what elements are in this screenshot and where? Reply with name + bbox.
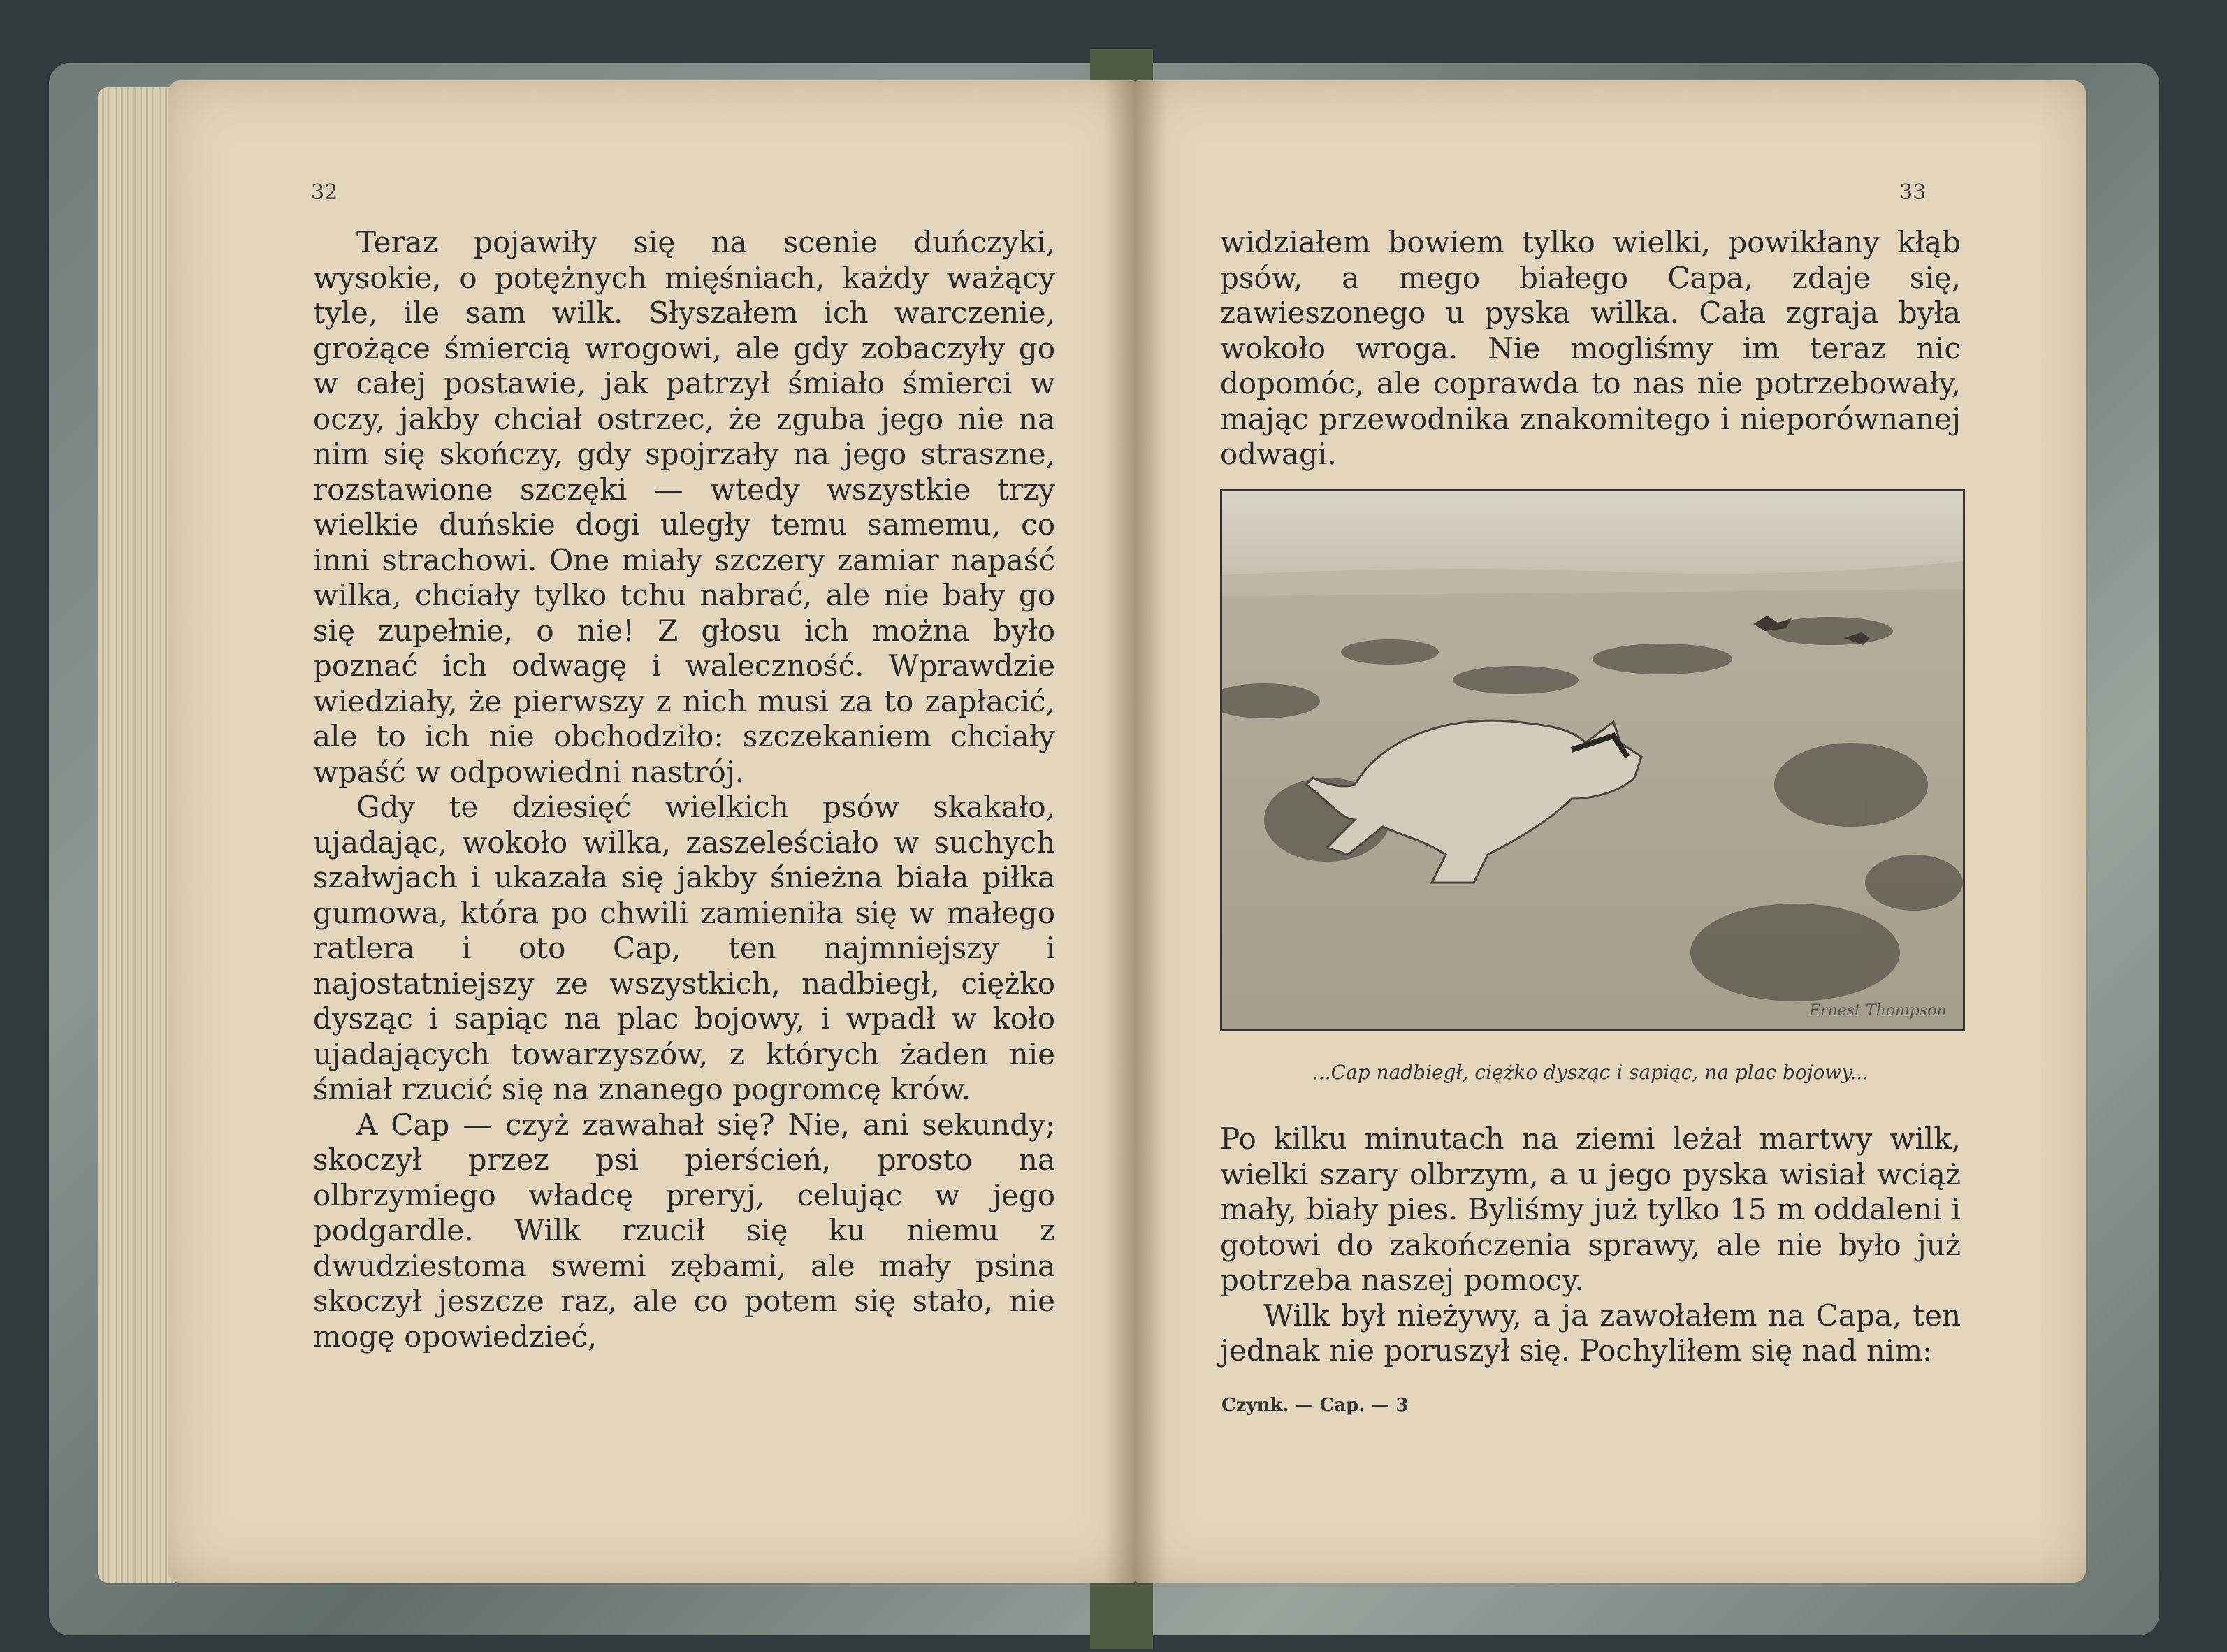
illustration-caption: ...Cap nadbiegł, ciężko dysząc i sapiąc, na plac bojowy... — [1312, 1061, 1869, 1084]
paragraph: Gdy te dziesięć wielkich psów skakało, ujadając, wokoło wilka, zaszeleściało w suchych szałwjach i ukazała się jakby śnieżna biała piłka gumowa, która po chwili zamieniła się w małego ratlera i oto Cap, ten najmniejszy i najostatniejszy ze wszystkich, nadbiegł, ciężko dysząc i sapiąc na plac bojowy, i wpadł w koło ujadających towarzyszów, z których żaden nie śmiał rzucić się na znanego pogromcę krów. — [313, 790, 1055, 1106]
paragraph: Teraz pojawiły się na scenie duńczyki, wysokie, o potężnych mięśniach, każdy ważący tyle, ile sam wilk. Słyszałem ich warczenie, grożące śmiercią wrogowi, ale gdy zobaczyły go w całej postawie, jak patrzył śmiało śmierci w oczy, jakby chciał ostrzec, że zguba jego nie na nim się skończy, gdy spojrzały na jego straszne, rozstawione szczęki — wtedy wszystkie trzy wielkie duńskie dogi uległy temu samemu, co inni strachowi. One miały szczery zamiar napaść wilka, chciały tylko tchu nabrać, ale nie bały go się zupełnie, o nie! Z głosu ich można było poznać ich odwagę i waleczność. Wprawdzie wiedziały, że pierwszy z nich musi za to zapłacić, ale to ich nie obchodziło: szczekaniem chciały wpaść w odpowiedni nastrój. — [313, 225, 1055, 789]
paragraph: Po kilku minutach na ziemi leżał martwy wilk, wielki szary olbrzym, a u jego pyska wisiał wciąż mały, biały pies. Byliśmy już tylko 15 m oddaleni i gotowi do zakończenia sprawy, ale nie było już potrzeba naszej pomocy. — [1220, 1122, 1961, 1297]
artist-signature: Ernest Thompson — [1809, 1002, 1947, 1020]
book-gutter — [1104, 80, 1167, 1583]
page-edges — [98, 87, 175, 1583]
paragraph: Wilk był nieżywy, a ja zawołałem na Capa, ten jednak nie poruszył się. Pochyliłem się nad nim: — [1220, 1298, 1961, 1368]
paragraph: widziałem bowiem tylko wielki, powikłany kłąb psów, a mego białego Capa, zdaje się, zawieszonego u pyska wilka. Cała zgraja była wokoło wroga. Nie mogliśmy im teraz nic dopomóc, ale coprawda to nas nie potrzebowały, mając przewodnika znakomitego i nieporównanej odwagi. — [1220, 225, 1961, 471]
right-page-number: 33 — [1899, 180, 1927, 205]
left-page-text — [313, 225, 1055, 1354]
right-page-bottom-text — [1220, 1122, 1961, 1369]
illustration-drawing — [1222, 491, 1963, 1029]
signature-mark: Czynk. — Cap. — 3 — [1221, 1395, 1409, 1416]
dog-illustration — [1220, 489, 1965, 1031]
right-page-top-text — [1220, 225, 1961, 472]
left-page-number: 32 — [311, 180, 338, 205]
paragraph: A Cap — czyż zawahał się? Nie, ani sekundy; skoczył przez psi pierścień, prosto na olbrzymiego władcę preryj, celując w jego podgardle. Wilk rzucił się ku niemu z dwudziestoma swemi zębami, ale mały psina skoczył jeszcze raz, ale co potem się stało, nie mogę opowiedzieć, — [313, 1107, 1055, 1354]
